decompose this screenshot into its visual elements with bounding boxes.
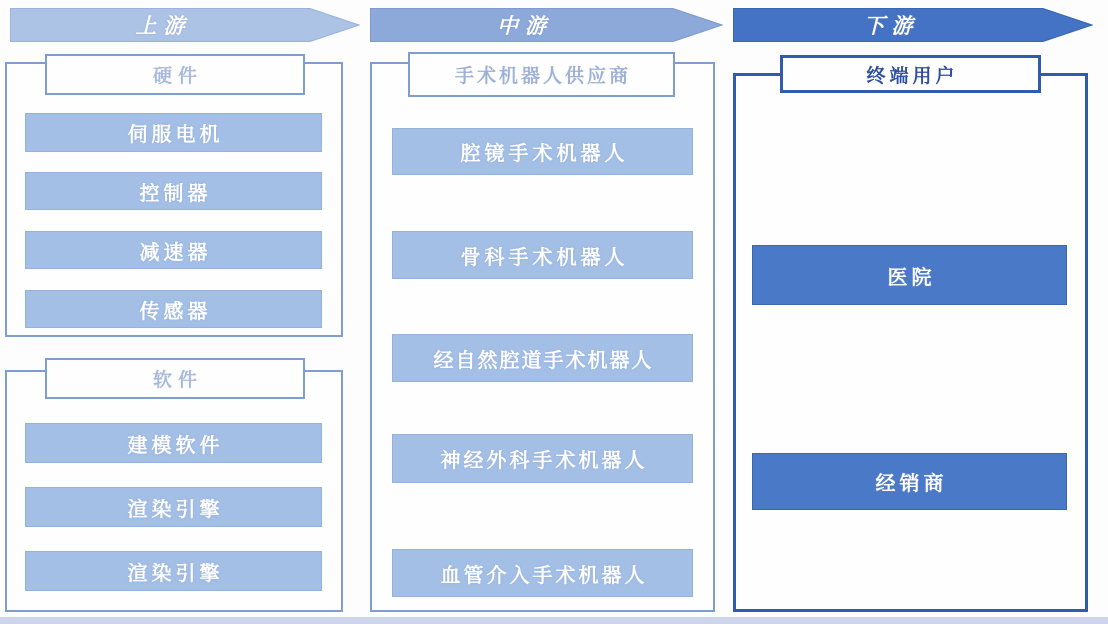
- upstream-stage-label: 上游: [135, 15, 192, 38]
- midstream-item-natural-orifice-robot: 经自然腔道手术机器人: [392, 334, 693, 382]
- upstream-item-controller: 控制器: [25, 172, 322, 210]
- downstream-item-distributor: 经销商: [752, 453, 1067, 510]
- midstream-item-laparoscopic-robot: 腔镜手术机器人: [392, 128, 693, 175]
- upstream-stage-arrow: [10, 8, 360, 42]
- downstream-stage-arrow: [733, 8, 1093, 42]
- midstream-item-neurosurgery-robot: 神经外科手术机器人: [392, 434, 693, 483]
- upstream-item-reducer: 减速器: [25, 231, 322, 269]
- midstream-item-orthopedic-robot: 骨科手术机器人: [392, 231, 693, 279]
- software-group-title: 软件: [45, 358, 305, 399]
- midstream-stage-arrow: [370, 8, 723, 42]
- upstream-item-render-engine-2: 渲染引擎: [25, 551, 322, 591]
- upstream-item-modeling-software: 建模软件: [25, 423, 322, 463]
- hardware-group-title: 硬件: [45, 54, 305, 95]
- downstream-item-hospital: 医院: [752, 245, 1067, 305]
- end-user-group-title: 终端用户: [780, 55, 1041, 93]
- midstream-item-vascular-intervention-robot: 血管介入手术机器人: [392, 549, 693, 597]
- upstream-item-servo-motor: 伺服电机: [25, 113, 322, 152]
- midstream-stage-label: 中游: [497, 15, 553, 38]
- downstream-stage-label: 下游: [863, 15, 920, 38]
- upstream-item-sensor: 传感器: [25, 290, 322, 328]
- supplier-group-title: 手术机器人供应商: [408, 52, 675, 97]
- end-user-group-panel: [733, 73, 1088, 612]
- bottom-strip-decoration: [0, 617, 1108, 624]
- upstream-item-render-engine-1: 渲染引擎: [25, 487, 322, 527]
